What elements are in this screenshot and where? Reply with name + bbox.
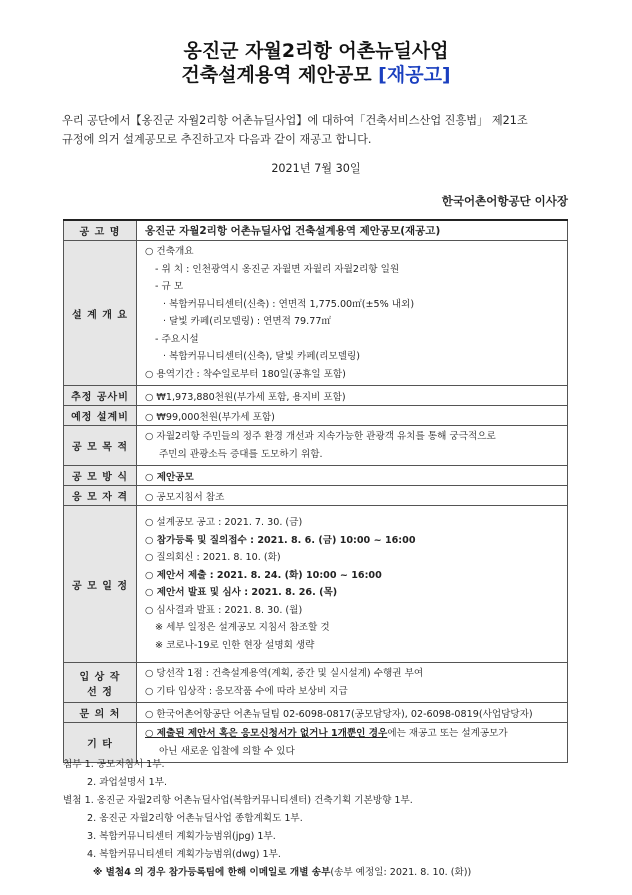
- row-label-line: 선 정: [87, 686, 113, 698]
- attachment-item: 별첨 1. 옹진군 자월2리항 어촌뉴딜사업(복합커뮤니티센터) 건축기획 기본방향 1부.: [63, 795, 413, 806]
- etc-emphasis: ○ 제출된 제안서 혹은 응모신청서가 없거나 1개뿐인 경우: [145, 728, 388, 739]
- table-row: [64, 466, 568, 486]
- reannouncement-tag: [재공고]: [378, 64, 451, 86]
- overview-line: ○ 건축개요: [145, 246, 194, 257]
- design-overview: [137, 241, 568, 386]
- row-label: 추정 공사비: [64, 386, 137, 406]
- page-subtitle: [0, 60, 632, 87]
- table-row: [64, 486, 568, 506]
- schedule-line: ○ 참가등록 및 질의접수 : 2021. 8. 6. (금) 10:00 ~ 16:00: [145, 534, 416, 546]
- overview-line: · 복합커뮤니티센터(신축) : 연면적 1,775.00㎡(±5% 내외): [163, 298, 415, 310]
- table-row: [64, 406, 568, 426]
- overview-line: ○ 용역기간 : 착수일로부터 180일(공휴일 포함): [145, 368, 346, 380]
- table-row: [64, 220, 568, 241]
- etc-continuation: 에는 재공고 또는 설계공모가: [387, 728, 508, 739]
- announcement-table: [63, 219, 568, 763]
- qualification: ○ 공모지침서 참조: [137, 486, 568, 506]
- attachment-item: 4. 복합커뮤니티센터 계획가능범위(dwg) 1부.: [87, 849, 281, 860]
- schedule-line: ○ 설계공모 공고 : 2021. 7. 30. (금): [145, 517, 303, 528]
- delivery-note: [63, 864, 471, 882]
- schedule: [137, 506, 568, 663]
- award-selection: [137, 663, 568, 703]
- row-label: 공 모 방 식: [64, 466, 137, 486]
- table-row: [64, 241, 568, 386]
- purpose: [137, 426, 568, 466]
- overview-line: - 위 치 : 인천광역시 옹진군 자월면 자월리 자월2리항 일원: [155, 263, 400, 275]
- row-label: 공 고 명: [64, 220, 137, 241]
- intro-paragraph: [62, 111, 582, 149]
- schedule-note: ※ 코로나-19로 인한 현장 설명회 생략: [155, 639, 315, 651]
- schedule-line: ○ 제안서 제출 : 2021. 8. 24. (화) 10:00 ~ 16:00: [145, 569, 382, 581]
- page-title: 옹진군 자월2리항 어촌뉴딜사업: [183, 40, 449, 62]
- table-row: [64, 663, 568, 703]
- schedule-note: ※ 세부 일정은 설계공모 지침서 참조할 것: [155, 622, 330, 633]
- announcement-name: 옹진군 자월2리항 어촌뉴딜사업 건축설계용역 제안공모(재공고): [137, 220, 568, 241]
- intro-line: 규정에 의거 설계공모로 추진하고자 다음과 같이 재공고 합니다.: [62, 133, 372, 146]
- subtitle-text: 건축설계용역 제안공모: [181, 64, 372, 86]
- overview-line: - 주요시설: [155, 333, 199, 345]
- announcement-date: 2021년 7월 30일: [271, 162, 361, 175]
- delivery-note-emphasis: ※ 별첨4 의 경우 참가등록팀에 한해 이메일로 개별 송부: [93, 867, 331, 878]
- row-label: 공 모 목 적: [64, 426, 137, 466]
- design-fee: ○ ₩99,000천원(부가세 포함): [137, 406, 568, 426]
- table-row: [64, 426, 568, 466]
- overview-line: · 복합커뮤니티센터(신축), 달빛 카페(리모델링): [163, 351, 361, 362]
- row-label: 기 타: [64, 723, 137, 763]
- schedule-line: ○ 질의회신 : 2021. 8. 10. (화): [145, 552, 281, 563]
- attachment-item: 2. 옹진군 자월2리항 어촌뉴딜사업 종합계획도 1부.: [87, 813, 303, 824]
- schedule-line: ○ 제안서 발표 및 심사 : 2021. 8. 26. (목): [145, 587, 338, 598]
- delivery-note-date: (송부 예정일: 2021. 8. 10. (화)): [330, 867, 472, 878]
- row-label: 설 계 개 요: [64, 241, 137, 386]
- etc-line: [145, 725, 559, 743]
- row-label: 문 의 처: [64, 703, 137, 723]
- intro-line: 우리 공단에서【옹진군 자월2리항 어촌뉴딜사업】에 대하여「건축서비스산업 진흥법」 제21조: [62, 114, 528, 127]
- award-line: ○ 기타 입상작 : 응모작품 수에 따라 보상비 지급: [145, 685, 348, 697]
- table-row: [64, 703, 568, 723]
- row-label: 예정 설계비: [64, 406, 137, 426]
- attachments-list: [63, 756, 471, 882]
- overview-line: · 달빛 카페(리모델링) : 연면적 79.77㎡: [163, 316, 332, 327]
- purpose-line: ○ 자월2리항 주민들의 정주 환경 개선과 지속가능한 관광객 유치를 통해 궁극적으로: [145, 431, 496, 442]
- issuing-organization: 한국어촌어항공단 이사장: [441, 194, 568, 208]
- row-label: 응 모 자 격: [64, 486, 137, 506]
- overview-line: - 규 모: [155, 281, 184, 292]
- row-label: 공 모 일 정: [64, 506, 137, 663]
- purpose-line: 주민의 관광소득 증대를 도모하기 위함.: [159, 448, 323, 460]
- award-line: ○ 당선작 1점 : 건축설계용역(계획, 중간 및 실시설계) 수행권 부여: [145, 668, 424, 679]
- contact-info: ○ 한국어촌어항공단 어촌뉴딜팀 02-6098-0817(공모담당자), 02-6098-0819(사업담당자): [137, 703, 568, 723]
- table-row: [64, 506, 568, 663]
- row-label: [64, 663, 137, 703]
- schedule-line: ○ 심사결과 발표 : 2021. 8. 30. (월): [145, 604, 303, 616]
- estimated-cost: ○ ₩1,973,880천원(부가세 포함, 용지비 포함): [137, 386, 568, 406]
- attachment-item: 3. 복합커뮤니티센터 계획가능범위(jpg) 1부.: [87, 831, 276, 842]
- row-label-line: 입 상 작: [79, 671, 121, 683]
- etc-line: 아닌 새로운 입찰에 의할 수 있다: [159, 745, 295, 757]
- attachment-item: 첨부 1. 공모지침서 1부.: [63, 759, 165, 770]
- table-row: [64, 386, 568, 406]
- competition-method: ○ 제안공모: [137, 466, 568, 486]
- attachment-item: 2. 과업설명서 1부.: [87, 777, 168, 788]
